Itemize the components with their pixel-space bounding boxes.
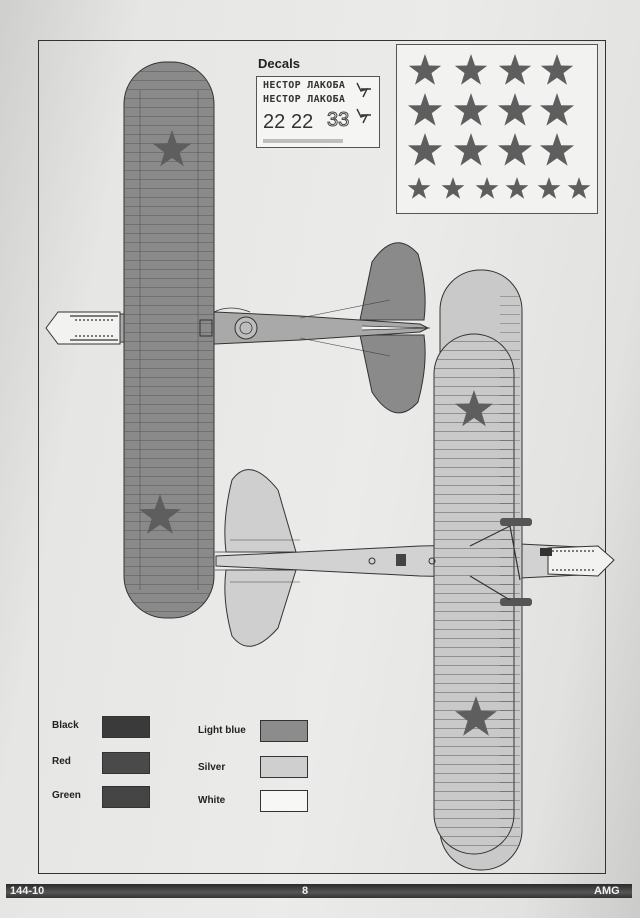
decal-number-2: 22 (291, 111, 314, 133)
decal-name-1: НЕСТОР ЛАКОБА (263, 80, 346, 91)
legend-label-white: White (198, 795, 226, 806)
footer-bar (6, 884, 632, 898)
footer-brand: AMG (594, 885, 620, 897)
decal-name-2: НЕСТОР ЛАКОБА (263, 94, 346, 105)
legend-label-silver: Silver (198, 762, 226, 773)
landing-gear-left (500, 518, 532, 526)
decal-number-1: 22 (263, 111, 286, 133)
footer-code: 144-10 (10, 885, 45, 897)
decal-number-3: 33 (327, 109, 350, 131)
legend-swatch-red (102, 752, 150, 774)
top-view-cockpit (235, 317, 257, 339)
footer-page-number: 8 (302, 885, 309, 897)
legend-swatch-green (102, 786, 150, 808)
decals-title: Decals (258, 56, 300, 71)
legend-swatch-white (260, 790, 308, 812)
legend-swatch-light-blue (260, 720, 308, 742)
legend-label-green: Green (52, 790, 81, 801)
legend-label-red: Red (52, 756, 71, 767)
top-view-engine-cowling (46, 312, 120, 344)
legend-label-light-blue: Light blue (198, 725, 246, 736)
legend-label-black: Black (52, 720, 79, 731)
landing-gear-right (500, 598, 532, 606)
legend-swatch-silver (260, 756, 308, 778)
legend-swatch-black (102, 716, 150, 738)
